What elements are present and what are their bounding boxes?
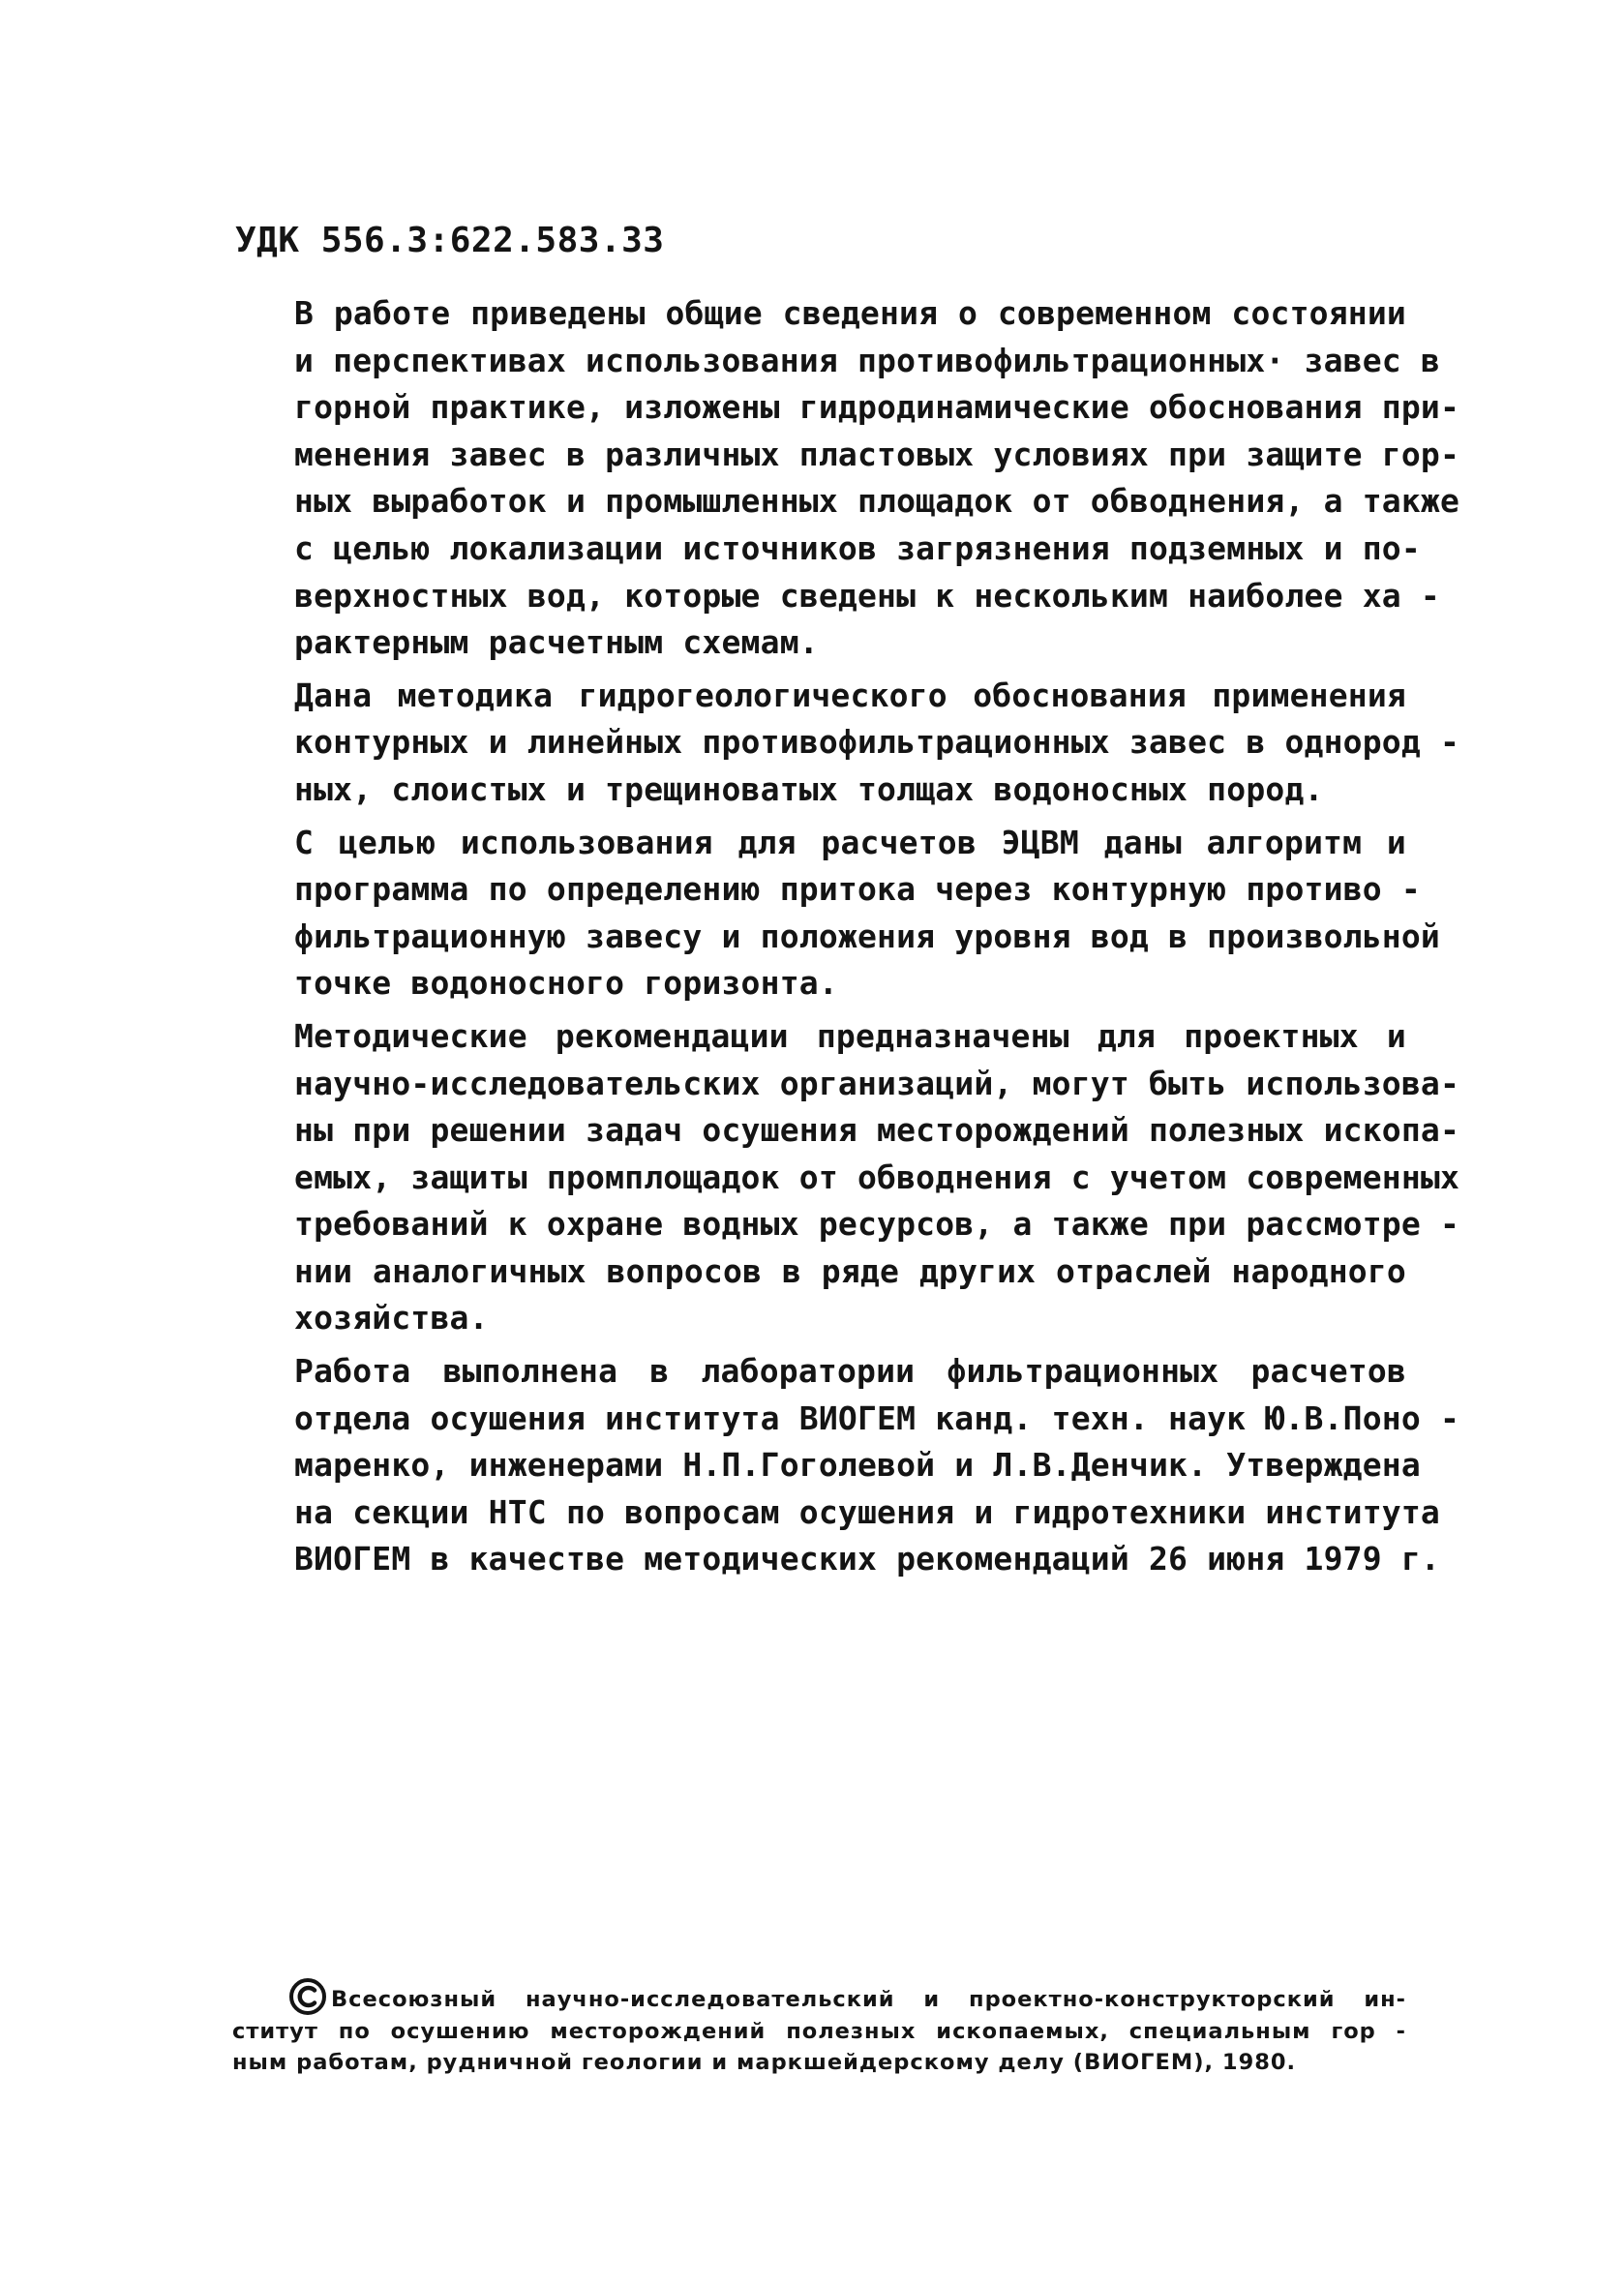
udk-code: УДК 556.3:622.583.33 [235,221,665,260]
text-line: ВИОГЕМ в качестве методических рекомендаций 26 июня 1979 г. [294,1540,1440,1578]
text-line: требований к охране водных ресурсов, а также при рассмотре - [294,1205,1460,1244]
text-line: на секции НТС по вопросам осушения и гидротехники института [294,1492,1440,1531]
paragraph-algorithm [232,820,1440,1007]
text-line: В работе приведены общие сведения о современном состоянии [294,294,1406,332]
text-line: ны при решении задач осушения месторождений полезных ископа- [294,1111,1460,1150]
text-line: горной практике, изложены гидродинамические обоснования при- [294,388,1460,427]
text-line: ных выработок и промышленных площадок от обводнения, а также [294,482,1460,521]
text-line: Методические рекомендации предназначены для проектных и [294,1016,1406,1055]
footer-line: ститут по осушению месторождений полезных ископаемых, специальным гор - [232,2019,1406,2044]
text-line: с целью локализации источников загрязнения подземных и по- [294,528,1421,567]
text-line: Дана методика гидрогеологического обоснования применения [294,676,1406,714]
footer-text: Всесоюзный научно-исследовательский и проектно-конструкторский ин- [331,1987,1406,2012]
text-line: контурных и линейных противофильтрационных завес в однород - [294,723,1460,762]
text-line: точке водоносного горизонта. [294,964,838,1003]
text-line: верхностных вод, которые сведены к нескольким наиболее ха - [294,576,1440,615]
text-line: Работа выполнена в лаборатории фильтрационных расчетов [294,1352,1406,1391]
text-line: маренко, инженерами Н.П.Гоголевой и Л.В.Денчик. Утверждена [294,1446,1421,1485]
paragraph-audience [232,1013,1460,1342]
text-line: емых, защиты промплощадок от обводнения с учетом современных [294,1158,1460,1196]
text-line: хозяйства. [294,1299,489,1338]
text-line: менения завес в различных пластовых условиях при защите гор- [294,435,1460,473]
paragraph-authors [232,1348,1460,1583]
text-line: ных, слоистых и трещиноватых толщах водоносных пород. [294,769,1324,808]
text-line: нии аналогичных вопросов в ряде других отраслей народного [294,1251,1406,1290]
text-line: фильтрационную завесу и положения уровня вод в произвольной [294,917,1440,955]
text-line: рактерным расчетным схемам. [294,623,819,662]
text-line: научно-исследовательских организаций, могут быть использова- [294,1064,1460,1102]
copyright-icon [288,1977,327,2016]
footer-line-first [232,1977,1406,2016]
text-line: С целью использования для расчетов ЭЦВМ даны алгоритм и [294,823,1406,861]
paragraph-overview [232,290,1460,667]
svg-text:©: © [288,1977,290,1978]
text-line: отдела осушения института ВИОГЕМ канд. техн. наук Ю.В.Поно - [294,1398,1460,1437]
text-line: программа по определению притока через контурную противо - [294,870,1421,909]
footer-line: ным работам, рудничной геологии и маркшейдерскому делу (ВИОГЕМ), 1980. [232,2050,1297,2075]
text-line: и перспективах использования противофильтрационных· завес в [294,341,1440,379]
paragraph-methodology [232,673,1460,814]
copyright-notice [232,1977,1406,2078]
abstract-body [232,290,1460,1589]
